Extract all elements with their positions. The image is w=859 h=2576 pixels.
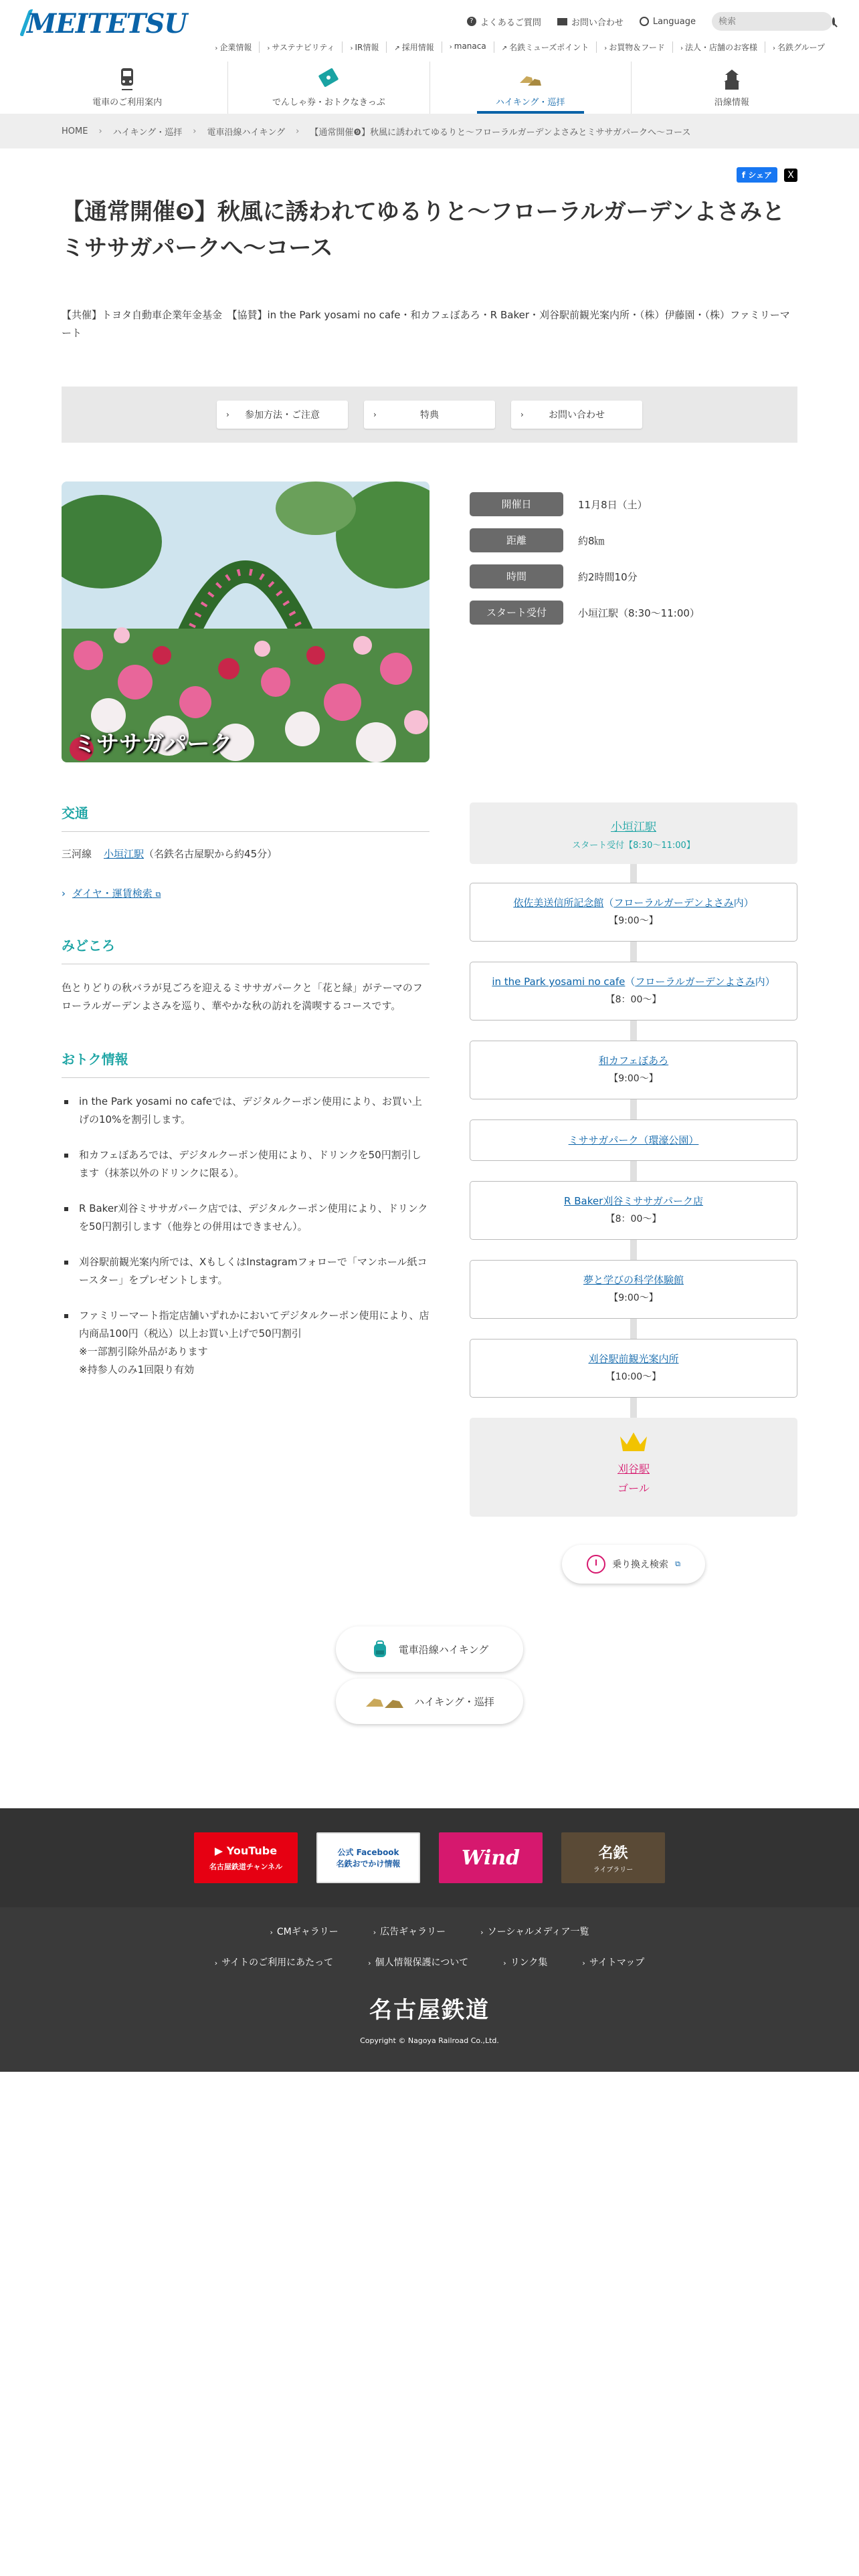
chevron-right-icon: › — [449, 43, 452, 51]
language-label: Language — [652, 16, 696, 27]
route-point-link[interactable]: 夢と学びの科学体験館 — [583, 1274, 684, 1286]
footer-link-privacy[interactable] — [368, 1955, 468, 1969]
chevron-right-icon: › — [226, 410, 229, 419]
castle-icon — [719, 67, 745, 91]
info-value: 小垣江駅（8:30～11:00） — [578, 607, 700, 619]
list-item — [62, 1200, 430, 1236]
list-item — [62, 1146, 430, 1182]
transfer-search-button[interactable] — [562, 1545, 705, 1584]
route-point — [470, 1119, 797, 1161]
mainnav-label: ハイキング・巡拝 — [495, 98, 565, 108]
chevron-right-icon: › — [214, 1959, 218, 1967]
chevron-right-icon: › — [270, 1928, 273, 1937]
route-start — [470, 802, 797, 864]
rose-garden-image — [62, 481, 430, 762]
footer-links-row-2 — [0, 1955, 859, 1969]
facebook-share-button[interactable] — [737, 167, 777, 183]
footer-link-site-use[interactable] — [215, 1955, 333, 1969]
chevron-right-icon: › — [98, 126, 102, 136]
subnav-item-shopping[interactable] — [596, 41, 672, 53]
facebook-logo-text: 公式 Facebook — [337, 1848, 399, 1857]
library-sub: ライブラリー — [593, 1866, 634, 1874]
facebook-banner[interactable] — [316, 1832, 420, 1883]
route-point-name — [470, 1352, 797, 1366]
footer-brand-logo[interactable]: 名古屋鉄道 — [369, 1997, 490, 2024]
subnav-label: お買物＆フード — [609, 43, 665, 52]
access-text — [62, 847, 430, 861]
footer-link-label: CMギャラリー — [276, 1927, 339, 1937]
route-goal — [470, 1418, 797, 1517]
footer-link-label: リンク集 — [510, 1957, 548, 1968]
breadcrumb-train-hiking[interactable]: 電車沿線ハイキング — [207, 127, 286, 138]
footer-link-links[interactable] — [503, 1955, 547, 1969]
wind-logo: Wind — [461, 1846, 520, 1870]
breadcrumb-home[interactable]: HOME — [62, 126, 88, 136]
list-item — [62, 1253, 430, 1289]
footer-links-row-1 — [0, 1925, 859, 1938]
library-title: 名鉄 — [598, 1845, 628, 1862]
route-point-name — [470, 1053, 797, 1067]
info-row-time — [470, 564, 700, 588]
ticket-icon — [315, 67, 342, 91]
subnav-item-ir[interactable] — [342, 41, 386, 53]
deal-text: 和カフェぼあろでは、デジタルクーポン使用により、ドリンクを50円割引します（抹茶以外のドリンクに限る）。 — [79, 1149, 421, 1179]
external-link-icon: ⧉ — [155, 890, 161, 899]
facebook-banner-sub: 名鉄おでかけ情報 — [336, 1859, 401, 1868]
subnav-label: サステナビリティ — [272, 43, 335, 52]
route-point-time: 【9:00～】 — [609, 916, 658, 926]
start-station-link[interactable]: 小垣江駅 — [611, 821, 656, 834]
route-point-link[interactable]: 和カフェぼあろ — [598, 1055, 669, 1067]
anchor-contact-button[interactable] — [511, 401, 642, 429]
photo-caption: ミササガパーク — [74, 731, 233, 758]
breadcrumb-hiking[interactable]: ハイキング・巡拝 — [112, 127, 183, 138]
route-point-time: 【9:00～】 — [609, 1073, 658, 1084]
subnav-label: 法人・店舗のお客様 — [684, 43, 757, 52]
route-point-name — [470, 1133, 797, 1147]
external-link-icon: ↗ — [501, 45, 508, 52]
subnav-item-recruit[interactable] — [386, 41, 441, 53]
train-icon — [114, 67, 140, 91]
hiking-shoes-icon — [517, 67, 544, 91]
chevron-right-icon: › — [373, 1928, 377, 1937]
utility-nav — [467, 12, 832, 31]
external-link-icon: ⧉ — [675, 1560, 680, 1568]
transfer-search-label: 乗り換え検索 — [612, 1560, 669, 1570]
backpack-icon — [371, 1640, 389, 1658]
chevron-right-icon: › — [267, 45, 270, 52]
goal-station-link[interactable]: 刈谷駅 — [617, 1463, 650, 1475]
sub-venue-link[interactable]: フローラルガーデンよさみ — [613, 897, 734, 909]
anchor-benefits-button[interactable] — [364, 401, 495, 429]
route-point-link[interactable]: 依佐美送信所記念館 — [513, 897, 604, 909]
paren-close: 内） — [733, 897, 754, 909]
chevron-right-icon: › — [582, 1959, 585, 1967]
x-share-button[interactable]: X — [784, 169, 797, 182]
footer-link-label: サイトのご利用にあたって — [221, 1957, 334, 1968]
route-point-name — [470, 895, 797, 909]
train-hiking-button[interactable] — [336, 1626, 523, 1672]
footer-banners — [0, 1808, 859, 1907]
chevron-right-icon: › — [350, 45, 353, 52]
chevron-right-icon: › — [368, 1959, 371, 1967]
anchor-nav — [62, 387, 797, 443]
facebook-icon: f — [741, 171, 749, 180]
subnav-label: IR情報 — [355, 43, 379, 52]
anchor-label: 特典 — [420, 410, 439, 421]
footer-link-social-media[interactable] — [480, 1925, 589, 1938]
chevron-right-icon: › — [503, 1959, 506, 1967]
subnav-label: manaca — [454, 41, 486, 51]
mainnav-item-area-info[interactable] — [631, 62, 832, 114]
language-link[interactable] — [640, 17, 696, 27]
info-value: 11月8日（土） — [578, 498, 648, 511]
list-item — [62, 1307, 430, 1379]
event-info — [470, 492, 700, 637]
info-row-start — [470, 601, 700, 625]
goal-label: ゴール — [617, 1482, 650, 1495]
question-icon: ? — [467, 17, 476, 26]
globe-icon — [640, 17, 649, 26]
deal-note: ※持参人のみ1回限り有効 — [79, 1364, 195, 1376]
anchor-label: お問い合わせ — [549, 410, 605, 421]
anchor-label: 参加方法・ご注意 — [245, 410, 320, 421]
info-label: 時間 — [470, 564, 563, 588]
route-point-name — [470, 1194, 797, 1208]
route-point-name — [470, 974, 797, 988]
route-point-time: 【9:00～】 — [609, 1293, 658, 1303]
hiking-shoes-icon — [365, 1692, 405, 1711]
course-details — [62, 802, 430, 1396]
mail-icon — [557, 18, 567, 25]
station-link[interactable]: 小垣江駅 — [104, 848, 145, 860]
route-point — [470, 1041, 797, 1099]
chevron-right-icon: › — [480, 1928, 484, 1937]
sub-navigation — [207, 41, 832, 53]
route-point — [470, 962, 797, 1021]
line-name: 三河線 — [62, 848, 92, 860]
footer-link-sitemap[interactable] — [582, 1955, 644, 1969]
search-icon[interactable] — [832, 17, 835, 25]
route-map — [470, 802, 797, 1517]
paren-close: 内） — [755, 976, 775, 988]
info-label: 開催日 — [470, 492, 563, 516]
contact-link[interactable] — [557, 15, 624, 28]
info-value: 約8㎞ — [578, 534, 605, 547]
chevron-right-icon: › — [373, 410, 377, 419]
deal-text: ファミリーマート指定店舗いずれかにおいてデジタルクーポン使用により、店内商品100円（税込）以上お買い上げで50円割引 — [79, 1309, 430, 1339]
sponsor-text: 【共催】トヨタ自動車企業年金基金 【協賛】in the Park yosami no cafe・和カフェぼあろ・R Baker・刈谷駅前観光案内所・（株）伊藤園・（株）ファミリーマート — [62, 309, 790, 339]
share-buttons — [737, 167, 797, 183]
route-point — [470, 1181, 797, 1240]
site-header — [0, 0, 859, 114]
info-label: 距離 — [470, 528, 563, 552]
access-note: （名鉄名古屋駅から約45分） — [144, 848, 278, 860]
route-point-link[interactable]: in the Park yosami no cafe — [492, 976, 626, 988]
access-heading: 交通 — [62, 802, 430, 832]
subnav-item-business[interactable] — [672, 41, 765, 53]
dia-link-label: ダイヤ・運賃検索 — [72, 887, 153, 899]
mainnav-label: 沿線情報 — [714, 98, 749, 108]
subnav-label: 名鉄ミューズポイント — [509, 43, 589, 52]
breadcrumb — [0, 114, 859, 148]
subnav-item-group[interactable] — [765, 41, 832, 53]
footer-link-label: 広告ギャラリー — [380, 1927, 446, 1937]
route-point-time: 【8：00～】 — [605, 994, 662, 1005]
info-row-date — [470, 492, 700, 516]
subnav-label: 企業情報 — [219, 43, 252, 52]
chevron-right-icon: › — [215, 45, 218, 52]
chevron-right-icon: › — [62, 887, 66, 899]
breadcrumb-current: 【通常開催❾】秋風に誘われてゆるりと～フローラルガーデンよさみとミササガパークへ～コース — [310, 127, 691, 138]
deal-text: 刈谷駅前観光案内所では、XもしくはInstagramフォローで「マンホール紙コースター」をプレゼントします。 — [79, 1256, 427, 1286]
facebook-icon — [337, 1846, 399, 1858]
search-box — [712, 12, 832, 31]
youtube-banner[interactable] — [194, 1832, 298, 1883]
timetable-fare-search-link[interactable] — [62, 886, 430, 900]
meitetsu-logo[interactable]: MEITETSU — [27, 8, 187, 39]
deal-note: ※一部割引除外品があります — [79, 1346, 208, 1358]
footer-link-label: 個人情報保護について — [375, 1957, 469, 1968]
deals-list — [62, 1093, 430, 1379]
info-label: スタート受付 — [470, 601, 563, 625]
info-value: 約2時間10分 — [578, 570, 638, 583]
route-point-time: 【8：00～】 — [605, 1214, 662, 1224]
paren-open: （ — [603, 897, 614, 909]
route-point-name — [470, 1273, 797, 1287]
route-point-link[interactable]: 刈谷駅前観光案内所 — [588, 1353, 679, 1365]
chevron-right-icon: › — [604, 45, 607, 52]
faq-link[interactable] — [467, 15, 541, 28]
chevron-right-icon: › — [680, 45, 683, 52]
train-hiking-label: 電車沿線ハイキング — [398, 1643, 489, 1656]
library-banner[interactable] — [561, 1832, 665, 1883]
site-footer — [0, 1907, 859, 2072]
anchor-participation-button[interactable] — [217, 401, 348, 429]
contact-label: お問い合わせ — [571, 17, 624, 28]
youtube-icon: ▶ YouTube — [214, 1844, 278, 1857]
footer-link-cm-gallery[interactable] — [270, 1925, 339, 1938]
hiking-pilgrimage-button[interactable] — [336, 1679, 523, 1724]
route-point-time: 【10:00～】 — [605, 1372, 662, 1382]
subnav-item-muse-point[interactable] — [494, 41, 597, 53]
crown-icon — [619, 1431, 648, 1454]
list-item — [62, 1093, 430, 1129]
subnav-item-corporate[interactable] — [207, 41, 259, 53]
deal-text: in the Park yosami no cafeでは、デジタルクーポン使用により、お買い上げの10%を割引します。 — [79, 1095, 422, 1125]
clock-icon — [587, 1555, 605, 1574]
page-title: 【通常開催❾】秋風に誘われてゆるりと～フローラルガーデンよさみとミササガパークへ～コース — [62, 199, 785, 262]
subnav-label: 採用情報 — [401, 43, 434, 52]
subnav-label: 名鉄グループ — [777, 43, 825, 52]
route-point — [470, 883, 797, 942]
course-photo — [62, 481, 430, 762]
sub-venue-link[interactable]: フローラルガーデンよさみ — [635, 976, 755, 988]
hiking-pilgrimage-label: ハイキング・巡拝 — [414, 1695, 494, 1708]
footer-link-label: サイトマップ — [589, 1957, 645, 1968]
chevron-right-icon: › — [520, 410, 524, 419]
route-point-link[interactable]: R Baker刈谷ミササガパーク店 — [564, 1195, 703, 1207]
start-reception-time: スタート受付【8:30～11:00】 — [572, 841, 695, 851]
paren-open: （ — [625, 976, 636, 988]
footer-link-ad-gallery[interactable] — [373, 1925, 446, 1938]
chevron-right-icon: › — [296, 126, 300, 136]
youtube-banner-sub: 名古屋鉄道チャンネル — [209, 1862, 283, 1871]
footer-link-label: ソーシャルメディア一覧 — [487, 1927, 589, 1937]
route-point-link[interactable]: ミササガパーク（環濠公園） — [568, 1134, 699, 1146]
deal-text: R Baker刈谷ミササガパーク店では、デジタルクーポン使用により、ドリンクを50円割引します（他券との併用はできません）。 — [79, 1202, 428, 1232]
external-link-icon: ↗ — [394, 45, 400, 52]
wind-banner[interactable] — [439, 1832, 543, 1883]
mainnav-label: でんしゃ券・おトクなきっぷ — [272, 98, 385, 108]
highlights-heading: みどころ — [62, 935, 430, 964]
route-point — [470, 1260, 797, 1319]
deals-heading: おトク情報 — [62, 1049, 430, 1078]
facebook-share-label: シェア — [748, 171, 772, 180]
mainnav-item-tickets[interactable] — [227, 62, 429, 114]
highlights-text: 色とりどりの秋バラが見ごろを迎えるミササガパークと「花と緑」がテーマのフローラルガーデンよさみを巡り、華やかな秋の訪れを満喫するコースです。 — [62, 982, 423, 1012]
info-row-distance — [470, 528, 700, 552]
main-navigation — [27, 62, 832, 114]
faq-label: よくあるご質問 — [480, 17, 541, 28]
copyright: Copyright © Nagoya Railroad Co.,Ltd. — [360, 2036, 499, 2045]
chevron-right-icon: › — [193, 126, 197, 136]
subnav-item-manaca[interactable] — [442, 41, 494, 53]
subnav-item-sustainability[interactable] — [259, 41, 342, 53]
mainnav-label: 電車のご利用案内 — [92, 98, 163, 108]
chevron-right-icon: › — [772, 45, 775, 52]
mainnav-item-hiking[interactable] — [430, 62, 631, 114]
route-point — [470, 1339, 797, 1398]
search-input[interactable] — [719, 17, 832, 27]
youtube-logo-text: YouTube — [226, 1844, 278, 1857]
mainnav-item-train-guide[interactable] — [27, 62, 227, 114]
